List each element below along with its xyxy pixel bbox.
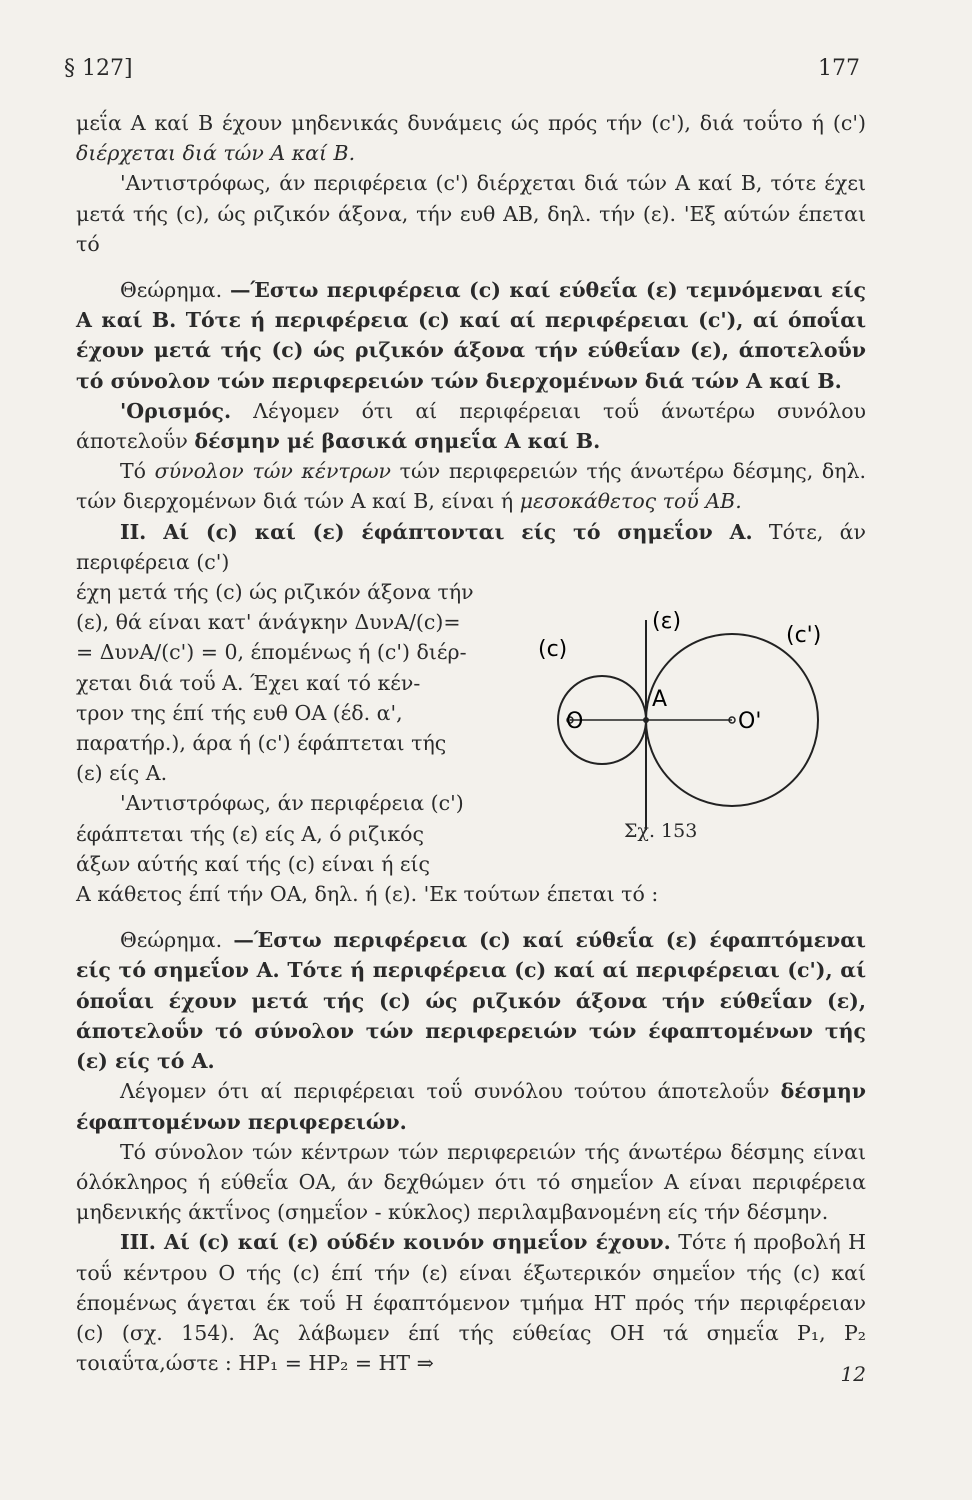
signature-number: 12 — [840, 1362, 866, 1386]
label-A: A — [652, 687, 668, 712]
case-2-heading: ΙΙ. Αί (c) καί (ε) έφάπτονται είς τό σημεΐον Α. Τότε, άν περιφέρεια (c') — [76, 519, 866, 574]
label-c: (c) — [538, 637, 568, 662]
paragraph-2: 'Αντιστρόφως, άν περιφέρεια (c') διέρχεται διά τών Α καί Β, τότε έχει μετά τής (c), ώς ριζικόν άξονα, τήν ευθ ΑΒ, δηλ. τήν (ε). 'Εξ αύτών έπεται τό — [76, 171, 866, 256]
case-3: ΙΙΙ. Αί (c) καί (ε) ούδέν κοινόν σημεΐον έχουν. Τότε ή προβολή Η τοΰ κέντρου Ο τής (c) έπί τήν (ε) είναι έξωτερικόν σημεΐον τής (c) καί έπομένως άγεται έκ τοΰ Η έφαπτόμενον τμήμα ΗΤ πρός τήν περιφέρειαν (c) (σχ. 154). Άς λάβωμεν έπί τής εύθείας ΟΗ τά σημεΐα P₁, P₂ τοιαΰτα,ώστε : HP₁ = HP₂ = HT ⇒ — [76, 1230, 866, 1376]
label-c-prime: (c') — [786, 623, 822, 648]
point-A — [643, 717, 649, 723]
case-2-conclusion: Α κάθετος έπί τήν ΟΑ, δηλ. ή (ε). 'Εκ τούτων έπεται τό : — [76, 882, 659, 907]
label-e: (ε) — [652, 609, 682, 634]
label-O-prime: O' — [738, 709, 762, 734]
paragraph-4: Λέγομεν ότι αί περιφέρειαι τοΰ συνόλου τούτου άποτελοΰν δέσμην έφαπτομένων περιφερειών. — [76, 1079, 866, 1134]
figure-caption: Σχ. 153 — [624, 820, 698, 842]
case-2-wrapped-text: έχη μετά τής (c) ώς ριζικόν άξονα τήν (ε), θά είναι κατ' άνάγκην ΔυνΑ/(c)= = ΔυνΑ/(c') = 0, έπομένως ή (c') διέρ- χεται διά τοΰ Α. Έχει καί τό κέν- τρον της έπί τής ευθ ΟΑ (έδ. α', παρατήρ.), άρα ή (c') έφάπτεται τής (ε) είς Α. 'Αντιστρόφως, άν περιφέρεια (c') έφάπτεται τής (ε) είς Α, ό ριζικός άξων αύτής καί τής (c) είναι ή είς — [76, 580, 474, 876]
page-number: 177 — [818, 56, 860, 81]
section-marker: § 127] — [64, 56, 133, 81]
paragraph-5: Τό σύνολον τών κέντρων τών περιφερειών τής άνωτέρω δέσμης είναι όλόκληρος ή εύθεΐα ΟΑ, άν δεχθώμεν ότι τό σημεΐον Α είναι περιφέρεια μηδενικής άκτΐνος (σημεΐον - κύκλος) περιλαμβανομένη είς τήν δέσμην. — [76, 1139, 866, 1225]
definition: 'Ορισμός. Λέγομεν ότι αί περιφέρειαι τοΰ άνωτέρω συνόλου άποτελοΰν δέσμην μέ βασικά σημεΐα Α καί Β. — [76, 398, 866, 454]
label-O: O — [566, 709, 584, 734]
theorem-2: Θεώρημα. —Έστω περιφέρεια (c) καί εύθεΐα (ε) έφαπτόμεναι είς τό σημεΐον Α. Τότε ή περιφέρεια (c) καί αί περιφέρειαι (c'), αί όποΐαι έχουν μετά τής (c) ώς ριζικόν άξονα τήν εύθεΐαν (ε), άποτελοΰν τό σύνολον τών περιφερειών τών έφαπτομένων τής (ε) είς τό Α. — [76, 928, 866, 1074]
paragraph-3: Τό σύνολον τών κέντρων τών περιφερειών τής άνωτέρω δέσμης, δηλ. τών διερχομένων διά τών Α καί Β, είναι ή μεσοκάθετος τοΰ ΑΒ. — [76, 459, 866, 514]
theorem-1: Θεώρημα. —Έστω περιφέρεια (c) καί εύθεΐα (ε) τεμνόμεναι είς Α καί Β. Τότε ή περιφέρεια (c) καί αί περιφέρειαι (c'), αί όποΐαι έχουν μετά τής (c) ώς ριζικόν άξονα τήν εύθεΐαν (ε), άποτελοΰν τό σύνολον τών περιφερειών τών διερχομένων διά τών Α καί Β. — [76, 278, 866, 393]
paragraph-1: μεΐα Α καί Β έχουν μηδενικάς δυνάμεις ώς πρός τήν (c'), διά τοΰτο ή (c') διέρχεται διά τών Α καί Β. — [76, 111, 866, 166]
